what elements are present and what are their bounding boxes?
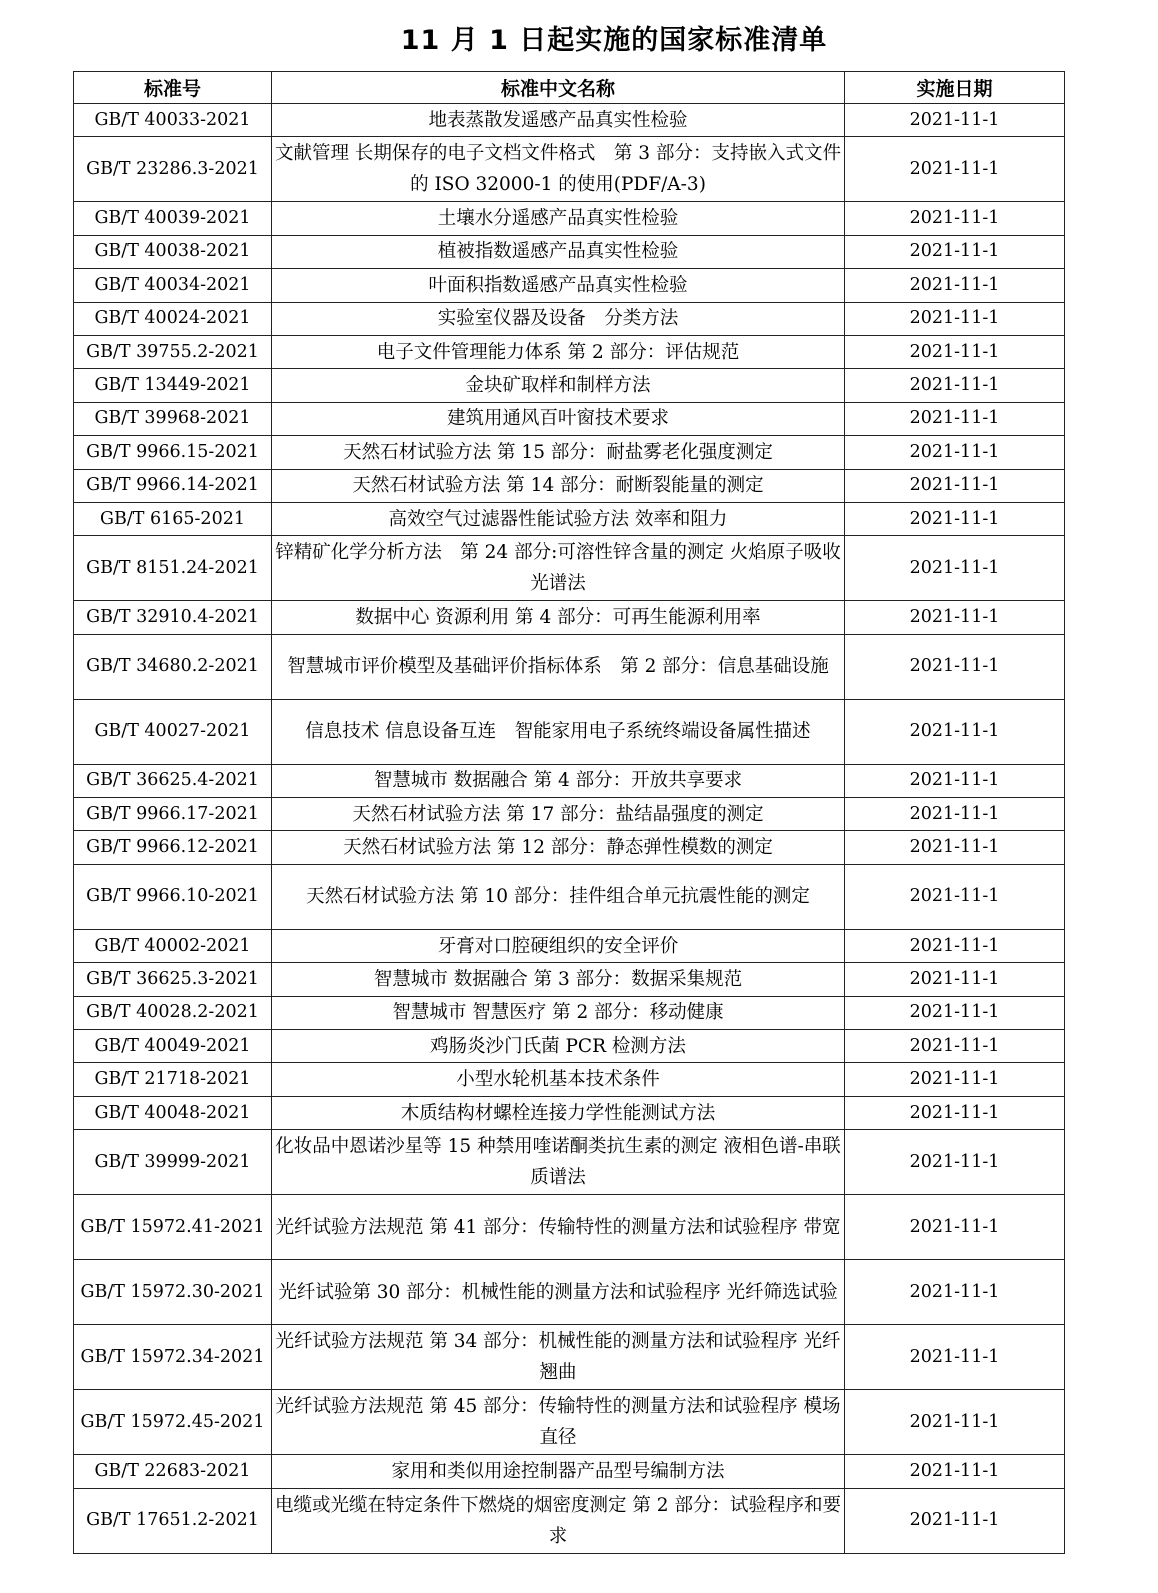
standard-name-cell: 电子文件管理能力体系 第 2 部分：评估规范 <box>272 335 845 368</box>
standard-name-cell: 建筑用通风百叶窗技术要求 <box>272 402 845 435</box>
table-body <box>74 104 1065 1554</box>
table-row <box>74 798 1065 831</box>
standard-code-cell: GB/T 40027-2021 <box>74 699 272 764</box>
effective-date-cell: 2021-11-1 <box>845 699 1065 764</box>
header-name: 标准中文名称 <box>272 72 845 104</box>
standard-code-cell: GB/T 15972.45-2021 <box>74 1390 272 1455</box>
effective-date-cell: 2021-11-1 <box>845 335 1065 368</box>
standard-name-cell: 土壤水分遥感产品真实性检验 <box>272 202 845 235</box>
table-row <box>74 1030 1065 1063</box>
standard-code-cell: GB/T 9966.15-2021 <box>74 436 272 469</box>
effective-date-cell: 2021-11-1 <box>845 1488 1065 1553</box>
effective-date-cell: 2021-11-1 <box>845 798 1065 831</box>
standard-name-cell: 天然石材试验方法 第 10 部分：挂件组合单元抗震性能的测定 <box>272 864 845 929</box>
table-row <box>74 864 1065 929</box>
table-row <box>74 634 1065 699</box>
effective-date-cell: 2021-11-1 <box>845 1063 1065 1096</box>
standard-code-cell: GB/T 36625.4-2021 <box>74 764 272 797</box>
standard-name-cell: 家用和类似用途控制器产品型号编制方法 <box>272 1455 845 1488</box>
standard-code-cell: GB/T 17651.2-2021 <box>74 1488 272 1553</box>
standard-name-cell: 锌精矿化学分析方法 第 24 部分:可溶性锌含量的测定 火焰原子吸收光谱法 <box>272 536 845 601</box>
effective-date-cell: 2021-11-1 <box>845 996 1065 1029</box>
table-row <box>74 1096 1065 1129</box>
standard-name-cell: 天然石材试验方法 第 17 部分：盐结晶强度的测定 <box>272 798 845 831</box>
table-row <box>74 1325 1065 1390</box>
table-row <box>74 335 1065 368</box>
standard-code-cell: GB/T 40038-2021 <box>74 235 272 268</box>
standard-code-cell: GB/T 15972.41-2021 <box>74 1195 272 1260</box>
standard-name-cell: 天然石材试验方法 第 14 部分：耐断裂能量的测定 <box>272 469 845 502</box>
table-row <box>74 831 1065 864</box>
effective-date-cell: 2021-11-1 <box>845 1260 1065 1325</box>
standard-name-cell: 牙膏对口腔硬组织的安全评价 <box>272 929 845 962</box>
standard-code-cell: GB/T 9966.14-2021 <box>74 469 272 502</box>
table-row <box>74 1260 1065 1325</box>
effective-date-cell: 2021-11-1 <box>845 601 1065 634</box>
table-row <box>74 402 1065 435</box>
standard-code-cell: GB/T 32910.4-2021 <box>74 601 272 634</box>
standard-code-cell: GB/T 40048-2021 <box>74 1096 272 1129</box>
standard-name-cell: 光纤试验第 30 部分：机械性能的测量方法和试验程序 光纤筛选试验 <box>272 1260 845 1325</box>
effective-date-cell: 2021-11-1 <box>845 831 1065 864</box>
table-row <box>74 601 1065 634</box>
standard-code-cell: GB/T 8151.24-2021 <box>74 536 272 601</box>
table-row <box>74 369 1065 402</box>
standard-name-cell: 信息技术 信息设备互连 智能家用电子系统终端设备属性描述 <box>272 699 845 764</box>
standard-code-cell: GB/T 34680.2-2021 <box>74 634 272 699</box>
effective-date-cell: 2021-11-1 <box>845 536 1065 601</box>
standard-name-cell: 植被指数遥感产品真实性检验 <box>272 235 845 268</box>
table-row <box>74 1063 1065 1096</box>
effective-date-cell: 2021-11-1 <box>845 104 1065 137</box>
table-row <box>74 469 1065 502</box>
effective-date-cell: 2021-11-1 <box>845 302 1065 335</box>
standard-code-cell: GB/T 21718-2021 <box>74 1063 272 1096</box>
standard-code-cell: GB/T 9966.17-2021 <box>74 798 272 831</box>
effective-date-cell: 2021-11-1 <box>845 963 1065 996</box>
standard-name-cell: 数据中心 资源利用 第 4 部分：可再生能源利用率 <box>272 601 845 634</box>
standard-code-cell: GB/T 9966.12-2021 <box>74 831 272 864</box>
table-header-row <box>74 72 1065 104</box>
table-row <box>74 1455 1065 1488</box>
standard-code-cell: GB/T 40039-2021 <box>74 202 272 235</box>
standard-name-cell: 实验室仪器及设备 分类方法 <box>272 302 845 335</box>
standard-name-cell: 电缆或光缆在特定条件下燃烧的烟密度测定 第 2 部分：试验程序和要求 <box>272 1488 845 1553</box>
standard-code-cell: GB/T 36625.3-2021 <box>74 963 272 996</box>
standard-code-cell: GB/T 40002-2021 <box>74 929 272 962</box>
standard-name-cell: 鸡肠炎沙门氏菌 PCR 检测方法 <box>272 1030 845 1063</box>
standard-name-cell: 木质结构材螺栓连接力学性能测试方法 <box>272 1096 845 1129</box>
effective-date-cell: 2021-11-1 <box>845 634 1065 699</box>
standard-name-cell: 光纤试验方法规范 第 41 部分：传输特性的测量方法和试验程序 带宽 <box>272 1195 845 1260</box>
effective-date-cell: 2021-11-1 <box>845 202 1065 235</box>
standard-name-cell: 天然石材试验方法 第 15 部分：耐盐雾老化强度测定 <box>272 436 845 469</box>
standards-table <box>73 71 1065 1554</box>
standard-code-cell: GB/T 39968-2021 <box>74 402 272 435</box>
standard-name-cell: 化妆品中恩诺沙星等 15 种禁用喹诺酮类抗生素的测定 液相色谱-串联质谱法 <box>272 1130 845 1195</box>
standard-name-cell: 光纤试验方法规范 第 45 部分：传输特性的测量方法和试验程序 模场直径 <box>272 1390 845 1455</box>
effective-date-cell: 2021-11-1 <box>845 1130 1065 1195</box>
standard-code-cell: GB/T 40049-2021 <box>74 1030 272 1063</box>
effective-date-cell: 2021-11-1 <box>845 469 1065 502</box>
effective-date-cell: 2021-11-1 <box>845 1030 1065 1063</box>
effective-date-cell: 2021-11-1 <box>845 1455 1065 1488</box>
effective-date-cell: 2021-11-1 <box>845 1096 1065 1129</box>
effective-date-cell: 2021-11-1 <box>845 764 1065 797</box>
table-row <box>74 996 1065 1029</box>
effective-date-cell: 2021-11-1 <box>845 929 1065 962</box>
standard-code-cell: GB/T 23286.3-2021 <box>74 137 272 202</box>
table-row <box>74 137 1065 202</box>
table-row <box>74 1488 1065 1553</box>
table-row <box>74 963 1065 996</box>
standard-code-cell: GB/T 6165-2021 <box>74 502 272 535</box>
header-code: 标准号 <box>74 72 272 104</box>
standard-name-cell: 天然石材试验方法 第 12 部分：静态弹性模数的测定 <box>272 831 845 864</box>
standard-code-cell: GB/T 40028.2-2021 <box>74 996 272 1029</box>
table-row <box>74 1195 1065 1260</box>
standard-name-cell: 地表蒸散发遥感产品真实性检验 <box>272 104 845 137</box>
effective-date-cell: 2021-11-1 <box>845 1390 1065 1455</box>
standard-code-cell: GB/T 39999-2021 <box>74 1130 272 1195</box>
effective-date-cell: 2021-11-1 <box>845 402 1065 435</box>
table-row <box>74 269 1065 302</box>
effective-date-cell: 2021-11-1 <box>845 235 1065 268</box>
effective-date-cell: 2021-11-1 <box>845 1195 1065 1260</box>
table-row <box>74 104 1065 137</box>
table-row <box>74 436 1065 469</box>
table-row <box>74 202 1065 235</box>
effective-date-cell: 2021-11-1 <box>845 502 1065 535</box>
standard-name-cell: 金块矿取样和制样方法 <box>272 369 845 402</box>
header-date: 实施日期 <box>845 72 1065 104</box>
effective-date-cell: 2021-11-1 <box>845 369 1065 402</box>
standard-code-cell: GB/T 9966.10-2021 <box>74 864 272 929</box>
effective-date-cell: 2021-11-1 <box>845 137 1065 202</box>
table-row <box>74 502 1065 535</box>
standard-code-cell: GB/T 13449-2021 <box>74 369 272 402</box>
standard-name-cell: 光纤试验方法规范 第 34 部分：机械性能的测量方法和试验程序 光纤翘曲 <box>272 1325 845 1390</box>
effective-date-cell: 2021-11-1 <box>845 269 1065 302</box>
standard-code-cell: GB/T 39755.2-2021 <box>74 335 272 368</box>
table-row <box>74 699 1065 764</box>
standard-code-cell: GB/T 40024-2021 <box>74 302 272 335</box>
standard-code-cell: GB/T 22683-2021 <box>74 1455 272 1488</box>
table-row <box>74 1130 1065 1195</box>
effective-date-cell: 2021-11-1 <box>845 1325 1065 1390</box>
table-row <box>74 929 1065 962</box>
standard-name-cell: 智慧城市 数据融合 第 3 部分：数据采集规范 <box>272 963 845 996</box>
standard-code-cell: GB/T 40034-2021 <box>74 269 272 302</box>
standard-name-cell: 智慧城市 智慧医疗 第 2 部分：移动健康 <box>272 996 845 1029</box>
table-row <box>74 1390 1065 1455</box>
table-row <box>74 764 1065 797</box>
standard-name-cell: 小型水轮机基本技术条件 <box>272 1063 845 1096</box>
table-row <box>74 302 1065 335</box>
standard-name-cell: 高效空气过滤器性能试验方法 效率和阻力 <box>272 502 845 535</box>
standard-code-cell: GB/T 15972.30-2021 <box>74 1260 272 1325</box>
table-row <box>74 536 1065 601</box>
page-title: 11 月 1 日起实施的国家标准清单 <box>400 25 828 56</box>
standard-name-cell: 智慧城市评价模型及基础评价指标体系 第 2 部分：信息基础设施 <box>272 634 845 699</box>
table-row <box>74 235 1065 268</box>
effective-date-cell: 2021-11-1 <box>845 436 1065 469</box>
effective-date-cell: 2021-11-1 <box>845 864 1065 929</box>
standard-name-cell: 叶面积指数遥感产品真实性检验 <box>272 269 845 302</box>
standard-name-cell: 智慧城市 数据融合 第 4 部分：开放共享要求 <box>272 764 845 797</box>
standard-code-cell: GB/T 15972.34-2021 <box>74 1325 272 1390</box>
standard-name-cell: 文献管理 长期保存的电子文档文件格式 第 3 部分：支持嵌入式文件的 ISO 32000-1 的使用(PDF/A-3) <box>272 137 845 202</box>
standard-code-cell: GB/T 40033-2021 <box>74 104 272 137</box>
